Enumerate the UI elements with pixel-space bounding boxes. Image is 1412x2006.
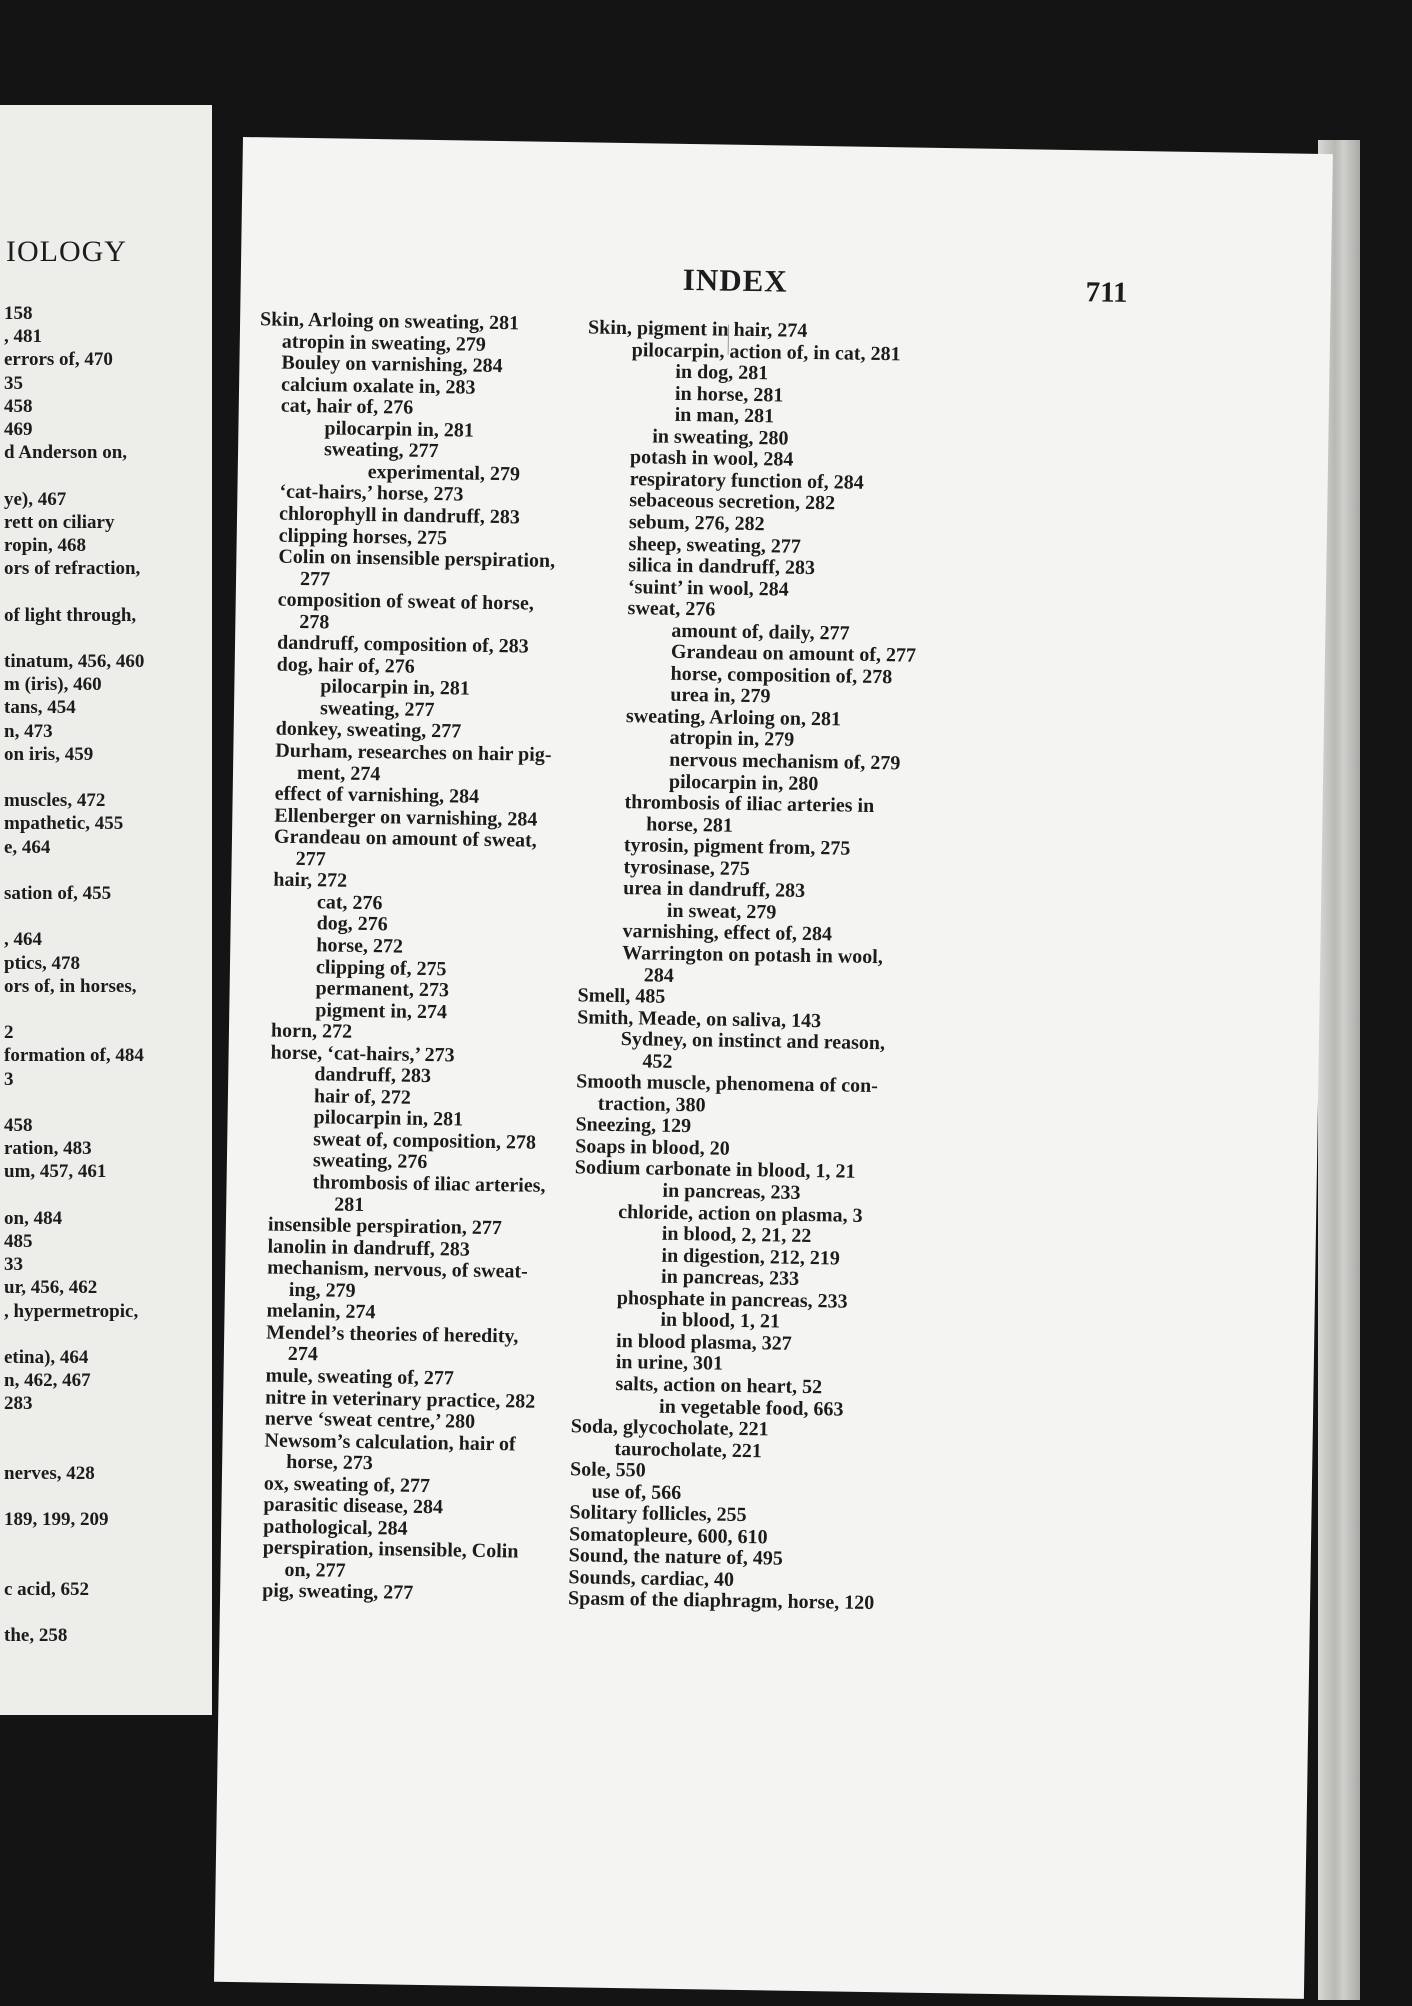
left-page-line: sation of, 455 bbox=[4, 883, 112, 904]
index-entry: amount of, daily, 277 bbox=[671, 619, 850, 645]
index-entry: mule, sweating of, 277 bbox=[265, 1364, 455, 1390]
index-entry: Bouley on varnishing, 284 bbox=[281, 351, 503, 378]
left-page-line: ptics, 478 bbox=[4, 952, 80, 974]
index-entry: varnishing, effect of, 284 bbox=[622, 920, 833, 946]
left-page-line: ye), 467 bbox=[4, 488, 67, 510]
index-entry: 278 bbox=[299, 610, 330, 634]
index-entry: in blood, 1, 21 bbox=[660, 1309, 781, 1333]
index-entry: parasitic disease, 284 bbox=[263, 1493, 444, 1519]
index-entry: potash in wool, 284 bbox=[629, 446, 794, 471]
index-entry: Ellenberger on varnishing, 284 bbox=[274, 804, 538, 831]
left-page-line: n, 473 bbox=[4, 720, 53, 742]
index-entry: in urine, 301 bbox=[615, 1351, 724, 1376]
index-entry: salts, action on heart, 52 bbox=[615, 1372, 823, 1399]
index-entry: phosphate in pancreas, 233 bbox=[616, 1286, 848, 1313]
index-entry: Soda, glycocholate, 221 bbox=[570, 1415, 769, 1441]
left-page-line: ors of refraction, bbox=[4, 558, 141, 580]
left-page-line: 283 bbox=[4, 1393, 33, 1415]
index-entry: atropin in, 279 bbox=[669, 727, 795, 752]
index-entry: use of, 566 bbox=[591, 1480, 682, 1504]
index-entry: Colin on insensible perspiration, bbox=[278, 545, 556, 573]
index-entry: clipping horses, 275 bbox=[278, 524, 448, 549]
index-entry: sweat, 276 bbox=[627, 597, 716, 621]
left-page-line: um, 457, 461 bbox=[4, 1161, 107, 1183]
left-page-line: 458 bbox=[4, 1115, 33, 1136]
left-page bbox=[0, 105, 212, 1715]
index-entry: Smooth muscle, phenomena of con- bbox=[576, 1070, 879, 1098]
index-entry: pilocarpin in, 281 bbox=[313, 1106, 464, 1131]
index-entry: perspiration, insensible, Colin bbox=[262, 1536, 519, 1563]
index-entry: lanolin in dandruff, 283 bbox=[267, 1235, 471, 1261]
left-page-line: 189, 199, 209 bbox=[4, 1509, 109, 1531]
index-entry: pig, sweating, 277 bbox=[261, 1579, 414, 1605]
index-entry: in man, 281 bbox=[674, 404, 775, 428]
index-entry: 274 bbox=[287, 1343, 319, 1366]
index-entry: ‘suint’ in wool, 284 bbox=[627, 575, 789, 601]
index-entry: horse, ‘cat-hairs,’ 273 bbox=[270, 1041, 455, 1067]
index-entry: composition of sweat of horse, bbox=[277, 588, 534, 615]
index-entry: Warrington on potash in wool, bbox=[622, 941, 883, 969]
index-entry: traction, 380 bbox=[597, 1092, 706, 1117]
left-page-line: 158 bbox=[4, 303, 33, 324]
index-entry: Grandeau on amount of, 277 bbox=[670, 641, 917, 667]
index-entry: sweat of, composition, 278 bbox=[313, 1128, 537, 1154]
right-page bbox=[214, 137, 1333, 1999]
index-entry: nitre in veterinary practice, 282 bbox=[265, 1386, 536, 1413]
left-page-header: IOLOGY bbox=[6, 235, 127, 268]
index-entry: pigment in, 274 bbox=[315, 998, 448, 1023]
left-page-line: tans, 454 bbox=[4, 697, 76, 719]
index-entry: ing, 279 bbox=[288, 1278, 356, 1302]
index-entry: in dog, 281 bbox=[675, 360, 769, 385]
index-entry: 277 bbox=[295, 847, 326, 871]
left-page-line: 469 bbox=[4, 419, 33, 440]
index-entry: in sweat, 279 bbox=[666, 899, 777, 924]
left-page-line: rett on ciliary bbox=[4, 511, 115, 533]
index-entry: sebum, 276, 282 bbox=[628, 511, 765, 536]
index-entry: sweating, Arloing on, 281 bbox=[625, 704, 842, 731]
index-entry: Skin, pigment in hair, 274 bbox=[587, 316, 808, 342]
index-entry: tyrosinase, 275 bbox=[623, 855, 751, 880]
index-entry: on, 277 bbox=[284, 1558, 346, 1582]
index-entry: in blood, 2, 21, 22 bbox=[661, 1222, 812, 1248]
index-entry: Skin, Arloing on sweating, 281 bbox=[259, 308, 520, 335]
index-entry: Sydney, on instinct and reason, bbox=[620, 1028, 886, 1055]
index-entry: Spasm of the diaphragm, horse, 120 bbox=[567, 1587, 875, 1615]
index-entry: ox, sweating of, 277 bbox=[263, 1472, 431, 1497]
index-entry: insensible perspiration, 277 bbox=[267, 1213, 502, 1240]
left-page-line: e, 464 bbox=[4, 836, 51, 858]
index-entry: chlorophyll in dandruff, 283 bbox=[278, 502, 521, 529]
index-entry: Solitary follicles, 255 bbox=[569, 1501, 747, 1527]
left-page-line: tinatum, 456, 460 bbox=[4, 651, 145, 672]
index-entry: in pancreas, 233 bbox=[660, 1265, 800, 1291]
index-entry: sebaceous secretion, 282 bbox=[629, 489, 836, 515]
index-entry: Soaps in blood, 20 bbox=[575, 1135, 730, 1160]
index-entry: horse, composition of, 278 bbox=[670, 662, 893, 689]
left-page-line: etina), 464 bbox=[4, 1347, 89, 1368]
index-entry: sweating, 277 bbox=[319, 697, 435, 721]
index-entry: nerve ‘sweat centre,’ 280 bbox=[264, 1407, 476, 1433]
left-page-line: ors of, in horses, bbox=[4, 975, 137, 997]
left-page-line: 458 bbox=[4, 395, 33, 417]
index-entry: pilocarpin in, 281 bbox=[320, 675, 471, 700]
index-entry: Sounds, cardiac, 40 bbox=[568, 1566, 735, 1591]
index-entry: dog, 276 bbox=[316, 912, 388, 936]
left-page-line: 3 bbox=[4, 1068, 14, 1090]
index-entry: in blood plasma, 327 bbox=[615, 1329, 792, 1355]
index-entry: donkey, sweating, 277 bbox=[275, 718, 462, 743]
left-page-line: nerves, 428 bbox=[4, 1463, 95, 1484]
index-entry: in pancreas, 233 bbox=[662, 1179, 801, 1204]
index-entry: chloride, action on plasma, 3 bbox=[617, 1200, 863, 1227]
index-entry: 281 bbox=[334, 1193, 365, 1216]
index-entry: calcium oxalate in, 283 bbox=[280, 373, 476, 399]
index-entry: permanent, 273 bbox=[315, 977, 450, 1002]
index-entry: pathological, 284 bbox=[263, 1515, 408, 1540]
left-page-line: ur, 456, 462 bbox=[4, 1277, 98, 1299]
left-page-line: on, 484 bbox=[4, 1207, 63, 1229]
index-entry: 452 bbox=[642, 1050, 673, 1073]
index-entry: in horse, 281 bbox=[674, 382, 784, 407]
left-page-line: mpathetic, 455 bbox=[4, 813, 124, 835]
left-page-line: m (iris), 460 bbox=[4, 674, 102, 696]
index-entry: Sodium carbonate in blood, 1, 21 bbox=[574, 1156, 856, 1184]
index-entry: Sound, the nature of, 495 bbox=[568, 1544, 784, 1570]
index-entry: clipping of, 275 bbox=[315, 955, 447, 980]
index-entry: tyrosin, pigment from, 275 bbox=[623, 834, 851, 860]
left-page-line: , hypermetropic, bbox=[4, 1300, 139, 1322]
index-entry: horse, 281 bbox=[646, 813, 734, 837]
left-page-line: 35 bbox=[4, 372, 23, 394]
index-entry: pilocarpin in, 281 bbox=[324, 417, 475, 442]
left-page-line: n, 462, 467 bbox=[4, 1370, 91, 1392]
index-entry: dandruff, 283 bbox=[314, 1063, 432, 1088]
index-entry: pilocarpin in, 280 bbox=[668, 770, 819, 795]
page-number: 711 bbox=[1085, 276, 1128, 309]
index-entry: cat, 276 bbox=[316, 891, 383, 915]
index-entry: effect of varnishing, 284 bbox=[274, 782, 480, 808]
index-entry: Mendel’s theories of heredity, bbox=[266, 1321, 519, 1348]
left-page-line: , 464 bbox=[4, 929, 42, 951]
index-entry: hair of, 272 bbox=[313, 1085, 411, 1109]
left-page-line: d Anderson on, bbox=[4, 442, 128, 464]
index-entry: 277 bbox=[299, 567, 331, 591]
left-page-line: 33 bbox=[4, 1254, 23, 1276]
index-entry: urea in dandruff, 283 bbox=[623, 877, 806, 903]
left-page-line: , 481 bbox=[4, 326, 42, 348]
index-entry: 284 bbox=[643, 963, 675, 987]
index-entry: Somatopleure, 600, 610 bbox=[568, 1523, 768, 1549]
index-entry: mechanism, nervous, of sweat- bbox=[267, 1256, 528, 1283]
index-entry: cat, hair of, 276 bbox=[280, 394, 414, 419]
index-entry: horse, 272 bbox=[316, 934, 404, 958]
index-entry: in vegetable food, 663 bbox=[658, 1395, 844, 1421]
index-entry: pilocarpin, action of, in cat, 281 bbox=[631, 338, 901, 365]
index-entry: Sole, 550 bbox=[569, 1458, 646, 1482]
index-entry: Sneezing, 129 bbox=[575, 1113, 692, 1138]
left-page-line: on iris, 459 bbox=[4, 743, 94, 765]
index-entry: ment, 274 bbox=[296, 761, 381, 785]
page-title: INDEX bbox=[682, 261, 788, 299]
index-entry: respiratory function of, 284 bbox=[629, 467, 864, 494]
index-entry: in sweating, 280 bbox=[652, 425, 789, 450]
left-page-line: errors of, 470 bbox=[4, 349, 113, 371]
index-entry: atropin in sweating, 279 bbox=[281, 330, 487, 356]
index-entry: taurocholate, 221 bbox=[614, 1437, 763, 1462]
index-entry: Smell, 485 bbox=[577, 984, 666, 1008]
index-entry: silica in dandruff, 283 bbox=[628, 554, 816, 580]
index-entry: nervous mechanism of, 279 bbox=[669, 748, 901, 775]
index-entry: dog, hair of, 276 bbox=[276, 653, 415, 678]
index-entry: urea in, 279 bbox=[670, 684, 771, 708]
left-page-line: 2 bbox=[4, 1022, 14, 1044]
index-entry: Grandeau on amount of sweat, bbox=[273, 825, 537, 852]
index-entry: horn, 272 bbox=[270, 1019, 353, 1043]
left-page-line: formation of, 484 bbox=[4, 1045, 144, 1067]
index-entry: Durham, researches on hair pig- bbox=[275, 739, 552, 766]
left-page-line: ration, 483 bbox=[4, 1138, 92, 1160]
left-page-line: 485 bbox=[4, 1231, 33, 1252]
index-entry: Smith, Meade, on saliva, 143 bbox=[577, 1005, 822, 1032]
index-entry: experimental, 279 bbox=[367, 460, 521, 486]
index-entry: sweating, 276 bbox=[312, 1149, 428, 1174]
left-page-line: the, 258 bbox=[4, 1625, 68, 1647]
left-page-line: ropin, 468 bbox=[4, 535, 87, 556]
left-page-line: muscles, 472 bbox=[4, 790, 106, 812]
index-entry: horse, 273 bbox=[286, 1450, 374, 1475]
left-page-line: of light through, bbox=[4, 604, 137, 626]
index-entry: thrombosis of iliac arteries, bbox=[312, 1171, 546, 1197]
index-entry: sweating, 277 bbox=[323, 438, 439, 463]
index-entry: Newsom’s calculation, hair of bbox=[264, 1429, 516, 1456]
index-entry: sheep, sweating, 277 bbox=[628, 532, 802, 558]
left-page-line: c acid, 652 bbox=[4, 1579, 89, 1600]
index-entry: dandruff, composition of, 283 bbox=[276, 631, 529, 658]
index-entry: hair, 272 bbox=[273, 868, 348, 893]
index-entry: thrombosis of iliac arteries in bbox=[624, 791, 875, 818]
index-entry: melanin, 274 bbox=[266, 1299, 376, 1324]
index-entry: ‘cat-hairs,’ horse, 273 bbox=[279, 481, 464, 506]
index-entry: in digestion, 212, 219 bbox=[661, 1244, 840, 1270]
